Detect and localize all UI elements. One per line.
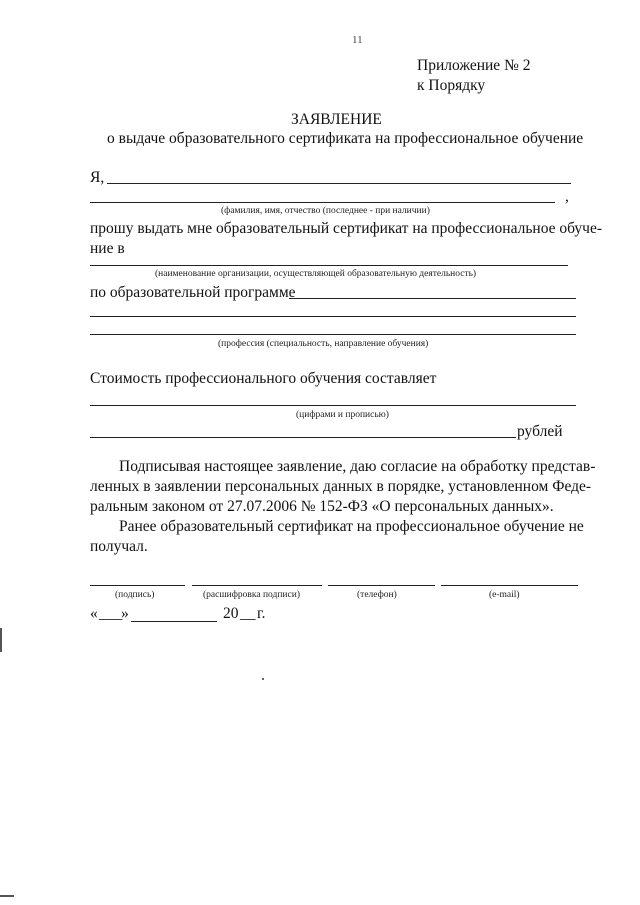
consent-line-3: ральным законом от 27.07.2006 № 152-ФЗ «О персональных данных».	[90, 498, 554, 515]
consent-line-1: Подписывая настоящее заявление, даю согласие на обработку представ-	[119, 458, 596, 475]
page-number: 11	[352, 34, 363, 46]
document-subtitle: о выдаче образовательного сертификата на профессиональное обучение	[107, 130, 584, 147]
date-month-line[interactable]	[131, 621, 217, 622]
organization-caption: (наименование организации, осуществляющей образовательную деятельность)	[155, 269, 477, 279]
date-open-quote: «	[90, 605, 98, 622]
scan-dot	[262, 678, 264, 680]
appendix-line-2: к Порядку	[417, 77, 486, 94]
phone-line[interactable]	[328, 585, 435, 586]
cost-label: Стоимость профессионального обучения составляет	[90, 370, 437, 387]
applicant-caption: (фамилия, имя, отчество (последнее - при наличии)	[221, 206, 430, 216]
program-label: по образовательной программе	[90, 284, 296, 301]
program-line-1[interactable]	[289, 298, 576, 299]
program-line-3[interactable]	[90, 334, 576, 335]
appendix-line-1: Приложение № 2	[417, 57, 531, 74]
signature-caption: (подпись)	[115, 590, 155, 600]
email-line[interactable]	[441, 585, 578, 586]
applicant-prefix: Я,	[90, 169, 105, 186]
date-year-blank[interactable]: __	[240, 605, 256, 622]
date-close-quote: »	[121, 605, 129, 622]
program-line-2[interactable]	[90, 316, 576, 317]
consent-line-2: ленных в заявлении персональных данных в порядке, установленном Феде-	[90, 478, 592, 495]
program-caption: (профессия (специальность, направление обучения)	[218, 339, 429, 349]
applicant-name-line-1[interactable]	[107, 183, 571, 184]
date-year-prefix: 20	[223, 605, 239, 622]
previous-line-2: получал.	[90, 538, 148, 555]
applicant-comma: ,	[565, 188, 569, 205]
signature-line[interactable]	[90, 585, 185, 586]
date-day-blank[interactable]: ___	[99, 605, 123, 622]
left-margin-mark	[0, 628, 2, 652]
phone-caption: (телефон)	[357, 590, 397, 600]
signature-transcript-line[interactable]	[192, 585, 322, 586]
cost-currency: рублей	[517, 423, 563, 440]
cost-digits-line[interactable]	[90, 405, 576, 406]
cost-caption: (цифрами и прописью)	[296, 410, 389, 420]
date-year-suffix: г.	[257, 605, 266, 622]
request-line-1: прошу выдать мне образовательный сертификат на профессиональное обуче-	[90, 220, 603, 237]
email-caption: (e-mail)	[489, 590, 520, 600]
organization-line[interactable]	[90, 265, 568, 266]
signature-transcript-caption: (расшифровка подписи)	[203, 590, 300, 600]
request-line-2: ние в	[90, 240, 125, 257]
bottom-left-mark	[0, 895, 14, 897]
previous-line-1: Ранее образовательный сертификат на профессиональное обучение не	[119, 518, 584, 535]
applicant-name-line-2[interactable]	[90, 202, 555, 203]
cost-words-line[interactable]	[90, 437, 516, 438]
document-title: ЗАЯВЛЕНИЕ	[291, 111, 382, 128]
